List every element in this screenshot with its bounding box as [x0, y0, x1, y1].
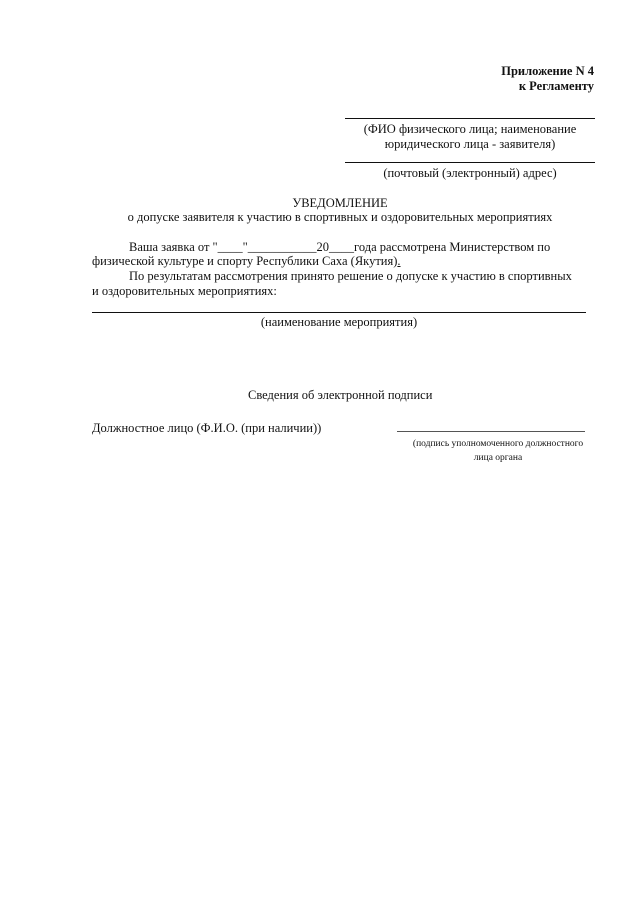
signature-caption-2: лица органа	[473, 453, 523, 463]
paragraph-1-line-2-end: .	[397, 254, 401, 268]
signature-caption-1: (подпись уполномоченного должностного	[412, 439, 584, 449]
paragraph-1-line-2-text: физической культуре и спорту Республики Саха (Якутия)	[92, 254, 398, 268]
recipient-address-caption: (почтовый (электронный) адрес)	[383, 166, 557, 180]
paragraph-2-line-1: По результатам рассмотрения принято решение о допуске к участию в спортивных	[129, 269, 572, 283]
recipient-name-line	[345, 118, 595, 119]
recipient-name-caption-2: юридического лица - заявителя)	[384, 137, 556, 151]
document-title: УВЕДОМЛЕНИЕ	[292, 196, 388, 210]
official-label: Должностное лицо (Ф.И.О. (при наличии))	[92, 421, 322, 435]
appendix-number: Приложение N 4	[501, 64, 594, 78]
document-subtitle: о допуске заявителя к участию в спортивных и оздоровительных мероприятиях	[127, 210, 553, 224]
paragraph-2-line-2: и оздоровительных мероприятиях:	[92, 284, 277, 298]
event-name-caption: (наименование мероприятия)	[260, 315, 418, 329]
recipient-name-caption-1: (ФИО физического лица; наименование	[363, 122, 577, 136]
appendix-reference: к Регламенту	[518, 79, 594, 93]
recipient-address-line	[345, 162, 595, 163]
paragraph-1-line-2	[92, 254, 401, 269]
esign-label: Сведения об электронной подписи	[248, 388, 433, 402]
event-name-line	[92, 312, 586, 313]
paragraph-1-line-1: Ваша заявка от "____"___________20____года рассмотрена Министерством по	[129, 240, 551, 254]
signature-line	[397, 431, 585, 432]
